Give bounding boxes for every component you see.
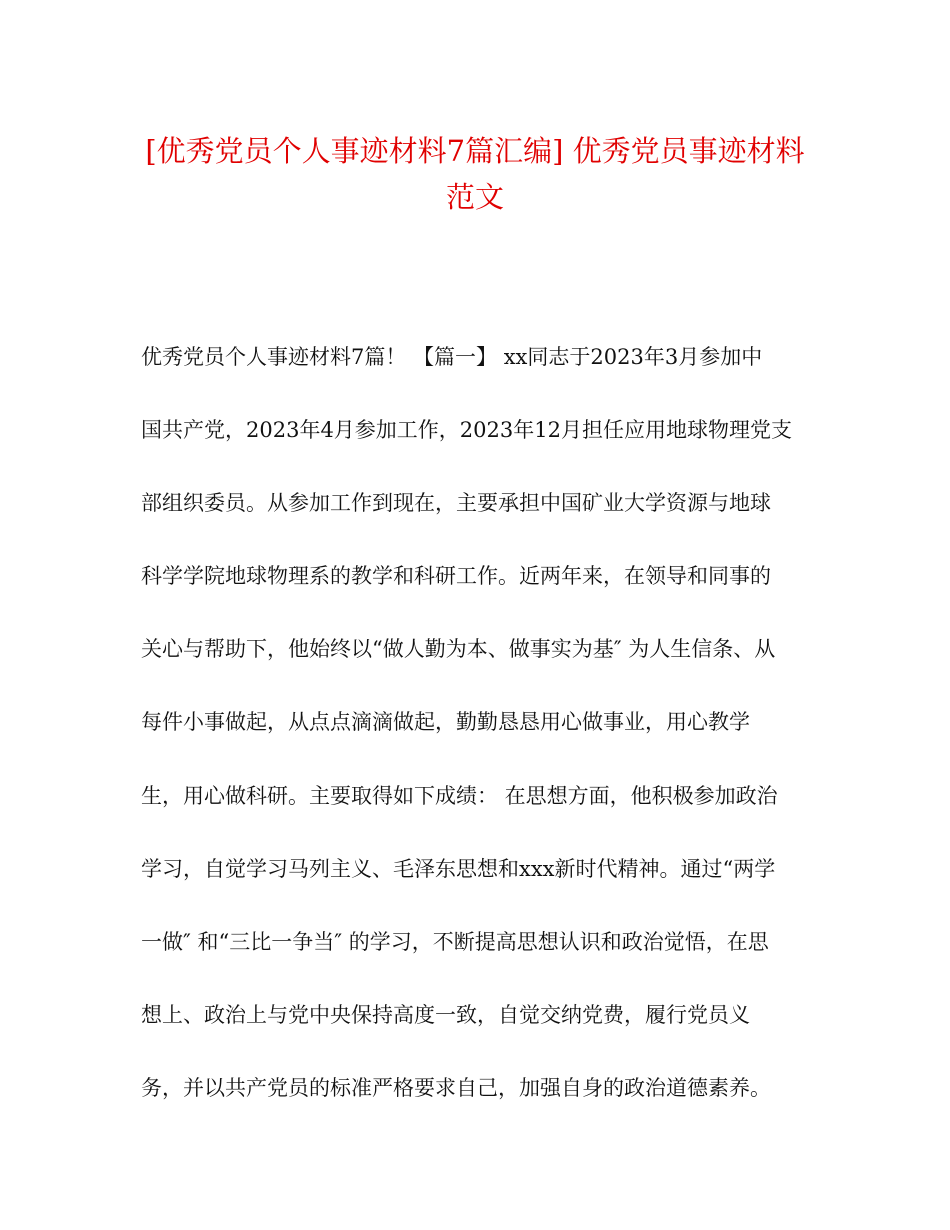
body-line: 学习，自觉学习马列主义、毛泽东思想和xxx新时代精神。通过“两学 — [141, 856, 776, 881]
body-line: 务，并以共产党员的标准严格要求自己，加强自身的政治道德素养。 — [141, 1075, 771, 1100]
body-line: 每件小事做起，从点点滴滴做起，勤勤恳恳用心做事业，用心教学 — [141, 710, 750, 735]
document-title — [120, 128, 830, 220]
document-body — [141, 334, 821, 1138]
body-line: 生，用心做科研。主要取得如下成绩： 在思想方面，他积极参加政治 — [141, 783, 778, 808]
body-line: 优秀党员个人事迹材料7篇！ 【篇一】 xx同志于2023年3月参加中 — [141, 345, 763, 369]
body-line: 部组织委员。从参加工作到现在，主要承担中国矿业大学资源与地球 — [141, 491, 771, 516]
title-line-1: [优秀党员个人事迹材料7篇汇编] 优秀党员事迹材料 — [145, 134, 805, 168]
body-line: 科学学院地球物理系的教学和科研工作。近两年来，在领导和同事的 — [141, 564, 771, 589]
body-line: 关心与帮助下，他始终以“做人勤为本、做事实为基″ 为人生信条、从 — [141, 637, 776, 662]
title-line-2: 范文 — [445, 180, 504, 214]
body-line: 一做″ 和“三比一争当″ 的学习，不断提高思想认识和政治觉悟，在思 — [141, 929, 769, 954]
body-line: 国共产党，2023年4月参加工作，2023年12月担任应用地球物理党支 — [141, 418, 792, 443]
body-line: 想上、政治上与党中央保持高度一致，自觉交纳党费，履行党员义 — [141, 1002, 750, 1027]
